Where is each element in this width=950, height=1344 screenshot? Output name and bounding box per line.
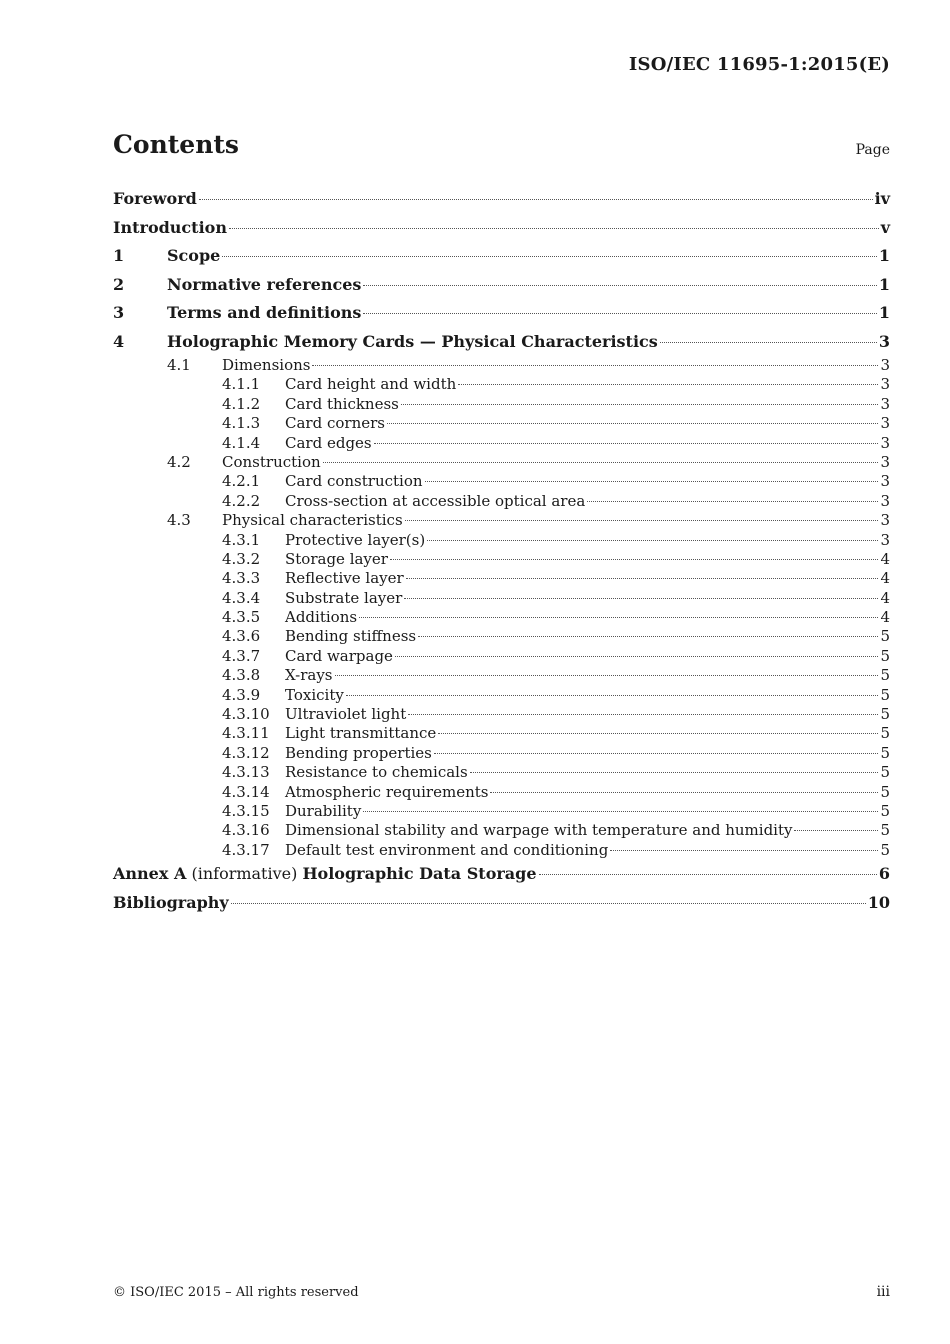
toc-dot-leader	[363, 811, 878, 812]
toc-entry[interactable]	[113, 686, 890, 705]
toc-entry-title: Default test environment and conditioning	[285, 840, 609, 859]
toc-entry[interactable]	[113, 802, 890, 821]
toc-entry-page: iv	[874, 189, 890, 208]
toc-entry[interactable]	[113, 589, 890, 608]
toc-entry-page: 5	[880, 646, 890, 665]
toc-dot-leader	[610, 850, 878, 851]
toc-entry-page: 3	[880, 452, 890, 471]
toc-entry-number: 4.3.2	[222, 549, 261, 568]
toc-entry-title: Durability	[285, 801, 362, 820]
toc-entry-page: 3	[880, 394, 890, 413]
toc-dot-leader	[229, 228, 879, 229]
toc-dot-leader	[405, 520, 879, 521]
toc-entry[interactable]	[113, 550, 890, 569]
toc-entry-number: 4.1.3	[222, 414, 261, 433]
toc-entry-number: 4.3.12	[222, 743, 270, 762]
toc-entry[interactable]	[113, 569, 890, 588]
toc-entry-page: 5	[880, 685, 890, 704]
toc-entry[interactable]	[113, 511, 890, 530]
toc-entry-number: 4.3.10	[222, 705, 270, 724]
toc-dot-leader	[408, 714, 878, 715]
toc-dot-leader	[323, 462, 879, 463]
toc-entry-title: Protective layer(s)	[285, 530, 426, 549]
toc-dot-leader	[401, 404, 879, 405]
toc-entry[interactable]	[113, 744, 890, 763]
toc-entry-title: Card corners	[285, 414, 385, 433]
toc-entry[interactable]	[113, 271, 890, 300]
toc-entry-title: Introduction	[113, 217, 227, 237]
toc-entry[interactable]	[113, 531, 890, 550]
toc-entry-number: 4.1.1	[222, 375, 261, 394]
toc-entry-title: Holographic Memory Cards — Physical Characteristics	[167, 331, 658, 351]
toc-entry-title: Resistance to chemicals	[285, 763, 468, 782]
toc-entry-number: 3	[113, 303, 125, 322]
toc-entry-number: 4.3.16	[222, 821, 270, 840]
toc-entry-title: Card thickness	[285, 394, 399, 413]
toc-dot-leader	[425, 481, 879, 482]
document-id-header: ISO/IEC 11695-1:2015(E)	[628, 54, 890, 75]
toc-entry-title: Bending properties	[285, 743, 432, 762]
toc-entry-title: X-rays	[285, 666, 333, 685]
toc-entry-number: 4	[113, 331, 125, 351]
toc-entry-page: 3	[878, 331, 890, 351]
toc-dot-leader	[404, 598, 878, 599]
toc-entry-page: 5	[880, 801, 890, 820]
toc-dot-leader	[427, 540, 878, 541]
toc-dot-leader	[395, 656, 879, 657]
toc-entry[interactable]	[113, 185, 890, 214]
toc-dot-leader	[490, 792, 878, 793]
toc-entry-page: 5	[880, 821, 890, 840]
toc-entry-title: Physical characteristics	[222, 511, 403, 530]
toc-entry[interactable]	[113, 705, 890, 724]
toc-dot-leader	[222, 256, 877, 257]
toc-entry[interactable]	[113, 214, 890, 243]
toc-entry-number: 4.2.1	[222, 472, 261, 491]
toc-dot-leader	[406, 578, 879, 579]
toc-entry-title: Dimensional stability and warpage with temperature and humidity	[285, 821, 793, 840]
toc-entry[interactable]	[113, 492, 890, 511]
toc-entry-number: 4.3.4	[222, 588, 261, 607]
toc-entry-number: 4.3.6	[222, 627, 261, 646]
toc-entry-number: 4.3.5	[222, 608, 261, 627]
toc-entry-number: 4.3.11	[222, 724, 270, 743]
toc-entry-number: 4.3.13	[222, 763, 270, 782]
toc-entry-number: 4.3.1	[222, 530, 261, 549]
toc-entry-page: v	[880, 217, 890, 237]
toc-entry-page: 5	[880, 627, 890, 646]
toc-entry-page: 4	[880, 569, 890, 588]
toc-entry[interactable]	[113, 608, 890, 627]
toc-entry-page: 5	[880, 743, 890, 762]
toc-entry-page: 5	[880, 782, 890, 801]
toc-entry-number: 4.3.7	[222, 646, 261, 665]
toc-entry-title: Terms and definitions	[167, 303, 362, 322]
toc-dot-leader	[335, 675, 879, 676]
toc-entry[interactable]	[113, 647, 890, 666]
toc-entry-title	[113, 860, 537, 889]
toc-entry[interactable]	[113, 783, 890, 802]
toc-entry-title: Additions	[285, 608, 358, 627]
toc-entry[interactable]	[113, 328, 890, 357]
toc-dot-leader	[539, 874, 877, 875]
toc-entry-title: Storage layer	[285, 549, 388, 568]
toc-dot-leader	[438, 733, 878, 734]
toc-entry-title: Bibliography	[113, 892, 229, 912]
toc-entry[interactable]	[113, 763, 890, 782]
toc-entry-number: 4.3.17	[222, 840, 270, 859]
toc-dot-leader	[199, 199, 873, 200]
toc-entry-title: Scope	[167, 246, 221, 265]
footer-copyright: © ISO/IEC 2015 – All rights reserved	[113, 1285, 359, 1300]
toc-dot-leader	[359, 617, 878, 618]
toc-entry-number: 4.1.4	[222, 433, 261, 452]
toc-dot-leader	[470, 772, 879, 773]
toc-entry-number: 4.3.8	[222, 666, 261, 685]
toc-entry-page: 4	[880, 588, 890, 607]
toc-dot-leader	[312, 365, 878, 366]
toc-entry-page: 3	[880, 530, 890, 549]
annex-type: (informative)	[186, 864, 303, 884]
toc-dot-leader	[363, 313, 876, 314]
toc-entry-page: 3	[880, 472, 890, 491]
toc-dot-leader	[363, 285, 876, 286]
toc-entry-page: 10	[867, 892, 890, 912]
toc-entry[interactable]	[113, 627, 890, 646]
toc-entry-page: 3	[880, 511, 890, 530]
toc-dot-leader	[418, 636, 878, 637]
toc-entry-title: Ultraviolet light	[285, 705, 407, 724]
toc-entry-page: 3	[880, 491, 890, 510]
toc-dot-leader	[231, 903, 866, 904]
toc-dot-leader	[794, 830, 878, 831]
toc-entry-title: Reflective layer	[285, 569, 404, 588]
toc-entry-page: 5	[880, 666, 890, 685]
toc-dot-leader	[660, 342, 877, 343]
toc-entry-title: Toxicity	[285, 685, 344, 704]
toc-entry[interactable]	[113, 821, 890, 840]
toc-entry-page: 5	[880, 705, 890, 724]
toc-entry[interactable]	[113, 375, 890, 394]
toc-entry-title: Light transmittance	[285, 724, 437, 743]
toc-entry-title: Card warpage	[285, 646, 393, 665]
toc-entry-title: Card edges	[285, 433, 372, 452]
toc-entry-title: Normative references	[167, 274, 362, 294]
toc-entry-title: Construction	[222, 452, 321, 471]
toc-entry-number: 4.2.2	[222, 491, 261, 510]
toc-entry-number: 4.1.2	[222, 394, 261, 413]
toc-entry-title: Bending stiffness	[285, 627, 417, 646]
toc-entry-page: 3	[880, 433, 890, 452]
toc-entry-page: 4	[880, 549, 890, 568]
toc-entry-page: 3	[880, 375, 890, 394]
toc-entry[interactable]	[113, 356, 890, 375]
toc-entry-number: 4.3	[167, 511, 191, 530]
toc-entry-title: Card construction	[285, 472, 423, 491]
toc-entry-page: 5	[880, 840, 890, 859]
toc-dot-leader	[390, 559, 878, 560]
toc-entry-title: Dimensions	[222, 356, 311, 374]
toc-entry[interactable]	[113, 666, 890, 685]
page-column-label: Page	[855, 142, 890, 158]
toc-entry[interactable]	[113, 395, 890, 414]
toc-entry-page: 5	[880, 763, 890, 782]
toc-entry-title: Foreword	[113, 189, 197, 208]
toc-entry-title: Cross-section at accessible optical area	[285, 491, 586, 510]
toc-entry-number: 4.3.14	[222, 782, 270, 801]
toc-entry-page: 5	[880, 724, 890, 743]
toc-entry[interactable]	[113, 889, 890, 918]
toc-entry-page: 3	[880, 356, 890, 374]
toc-entry-number: 4.3.15	[222, 801, 270, 820]
toc-entry-number: 4.3.9	[222, 685, 261, 704]
toc-entry-title: Substrate layer	[285, 588, 403, 607]
toc-dot-leader	[458, 384, 878, 385]
toc-dot-leader	[587, 501, 878, 502]
toc-entry[interactable]	[113, 453, 890, 472]
toc-dot-leader	[374, 443, 879, 444]
toc-dot-leader	[434, 753, 879, 754]
toc-dot-leader	[387, 423, 878, 424]
toc-entry-title: Card height and width	[285, 375, 457, 394]
toc-entry-page: 1	[878, 246, 890, 265]
table-of-contents	[113, 185, 890, 917]
toc-entry[interactable]	[113, 242, 890, 271]
toc-entry[interactable]	[113, 472, 890, 491]
footer-page-number: iii	[876, 1284, 890, 1300]
toc-dot-leader	[346, 695, 879, 696]
toc-entry[interactable]	[113, 724, 890, 743]
toc-entry[interactable]	[113, 841, 890, 860]
toc-entry[interactable]	[113, 434, 890, 453]
annex-label: Annex A	[113, 864, 187, 884]
toc-entry-title: Atmospheric requirements	[285, 782, 489, 801]
toc-entry-number: 4.3.3	[222, 569, 261, 588]
toc-entry-page: 6	[878, 864, 890, 884]
toc-entry-page: 4	[880, 608, 890, 627]
toc-entry-page: 1	[878, 274, 890, 294]
toc-entry-number: 4.2	[167, 452, 191, 471]
toc-entry-page: 1	[878, 303, 890, 322]
toc-entry-number: 2	[113, 274, 125, 294]
toc-entry[interactable]	[113, 414, 890, 433]
toc-entry-number: 4.1	[167, 356, 191, 374]
toc-entry[interactable]	[113, 860, 890, 889]
toc-entry[interactable]	[113, 299, 890, 328]
toc-entry-page: 3	[880, 414, 890, 433]
contents-heading: Contents	[113, 130, 240, 159]
toc-entry-number: 1	[113, 246, 125, 265]
annex-title: Holographic Data Storage	[302, 864, 537, 884]
